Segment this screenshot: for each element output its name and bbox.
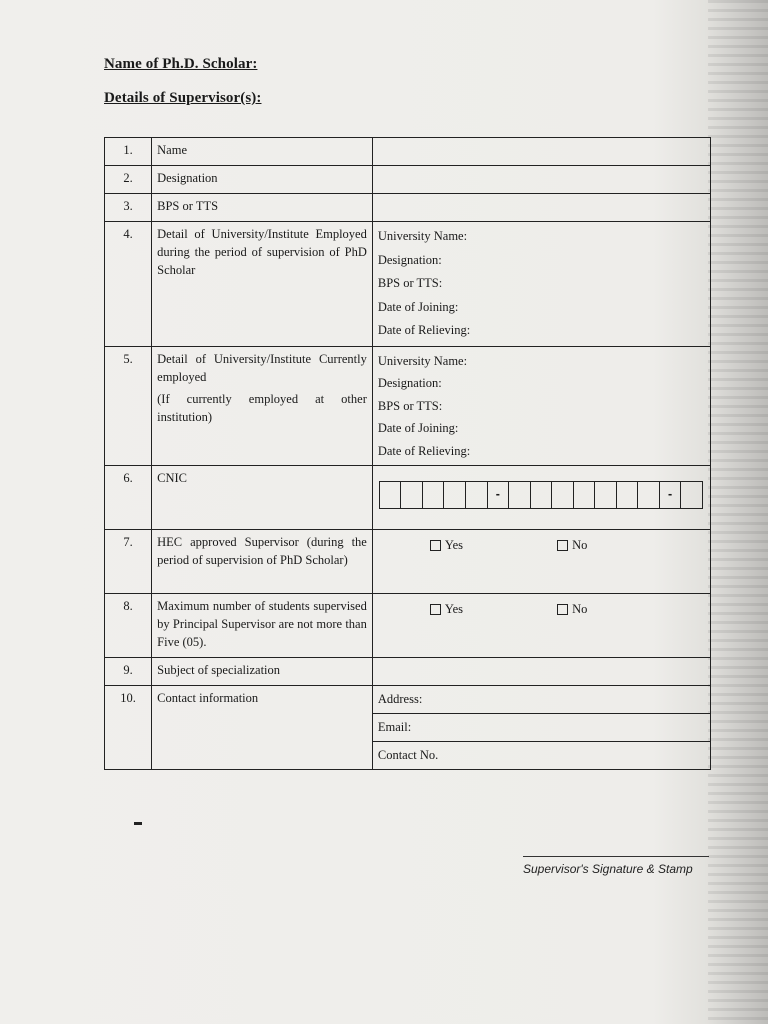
checkbox-icon[interactable] bbox=[557, 540, 568, 551]
currently-employed-text: Detail of University/Institute Currently employed bbox=[157, 351, 367, 384]
cnic-separator: - bbox=[660, 482, 682, 508]
row-label-contact-information: Contact information bbox=[152, 686, 373, 770]
date-of-joining-label: Date of Joining: bbox=[377, 299, 459, 314]
checkbox-icon[interactable] bbox=[430, 540, 441, 551]
max-students-yes-option[interactable] bbox=[430, 600, 463, 618]
cnic-boxes[interactable] bbox=[379, 481, 703, 509]
cnic-digit-box[interactable] bbox=[574, 482, 596, 508]
email-label: Email: bbox=[377, 720, 412, 734]
cnic-digit-box[interactable] bbox=[638, 482, 660, 508]
designation-label: Designation: bbox=[377, 376, 442, 390]
stray-mark bbox=[134, 822, 142, 825]
table-row bbox=[105, 138, 711, 166]
designation-field[interactable] bbox=[372, 166, 710, 194]
row-number: 2. bbox=[105, 166, 152, 194]
row-label-name: Name bbox=[152, 138, 373, 166]
table-row bbox=[105, 686, 711, 770]
cnic-digit-box[interactable] bbox=[509, 482, 531, 508]
checkbox-icon[interactable] bbox=[557, 604, 568, 615]
row-number: 9. bbox=[105, 658, 152, 686]
cnic-cell bbox=[372, 466, 710, 530]
university-name-label: University Name: bbox=[377, 353, 468, 368]
table-row bbox=[105, 530, 711, 594]
table-row bbox=[105, 658, 711, 686]
contact-fields bbox=[372, 686, 710, 770]
table-row bbox=[105, 222, 711, 347]
table-row bbox=[105, 194, 711, 222]
address-label: Address: bbox=[377, 692, 423, 706]
cnic-digit-box[interactable] bbox=[444, 482, 466, 508]
row-number: 4. bbox=[105, 222, 152, 347]
cnic-digit-box[interactable] bbox=[617, 482, 639, 508]
supervisor-details-table bbox=[104, 137, 711, 770]
signature-line bbox=[523, 856, 709, 857]
scholar-name-heading: Name of Ph.D. Scholar: bbox=[104, 56, 258, 72]
row-label-cnic: CNIC bbox=[152, 466, 373, 530]
no-label: No bbox=[572, 602, 588, 616]
date-of-relieving-label: Date of Relieving: bbox=[377, 443, 471, 458]
row-label-hec-approved: HEC approved Supervisor (during the period of supervision of PhD Scholar) bbox=[152, 530, 373, 594]
email-field[interactable] bbox=[373, 714, 710, 742]
cnic-digit-box[interactable] bbox=[595, 482, 617, 508]
checkbox-icon[interactable] bbox=[430, 604, 441, 615]
row-label-employed-during-supervision: Detail of University/Institute Employed during the period of supervision of PhD Scholar bbox=[152, 222, 373, 347]
cnic-digit-box[interactable] bbox=[681, 482, 702, 508]
max-students-no-option[interactable] bbox=[557, 600, 587, 618]
cnic-digit-box[interactable] bbox=[380, 482, 402, 508]
currently-employed-note: (If currently employed at other institution) bbox=[157, 391, 367, 424]
signature-label: Supervisor's Signature & Stamp bbox=[523, 862, 693, 876]
employment-during-supervision-fields[interactable] bbox=[372, 222, 710, 347]
cnic-digit-box[interactable] bbox=[401, 482, 423, 508]
name-field[interactable] bbox=[372, 138, 710, 166]
row-number: 7. bbox=[105, 530, 152, 594]
max-students-options bbox=[372, 594, 710, 658]
current-employment-fields[interactable] bbox=[372, 346, 710, 466]
hec-yes-option[interactable] bbox=[430, 536, 463, 554]
date-of-relieving-label: Date of Relieving: bbox=[377, 323, 471, 337]
row-label-designation: Designation bbox=[152, 166, 373, 194]
address-field[interactable] bbox=[373, 686, 710, 714]
bps-tts-field[interactable] bbox=[372, 194, 710, 222]
yes-label: Yes bbox=[444, 602, 464, 616]
specialization-field[interactable] bbox=[372, 658, 710, 686]
row-label-currently-employed bbox=[152, 346, 373, 466]
row-number: 10. bbox=[105, 686, 152, 770]
table-row bbox=[105, 346, 711, 466]
cnic-separator: - bbox=[488, 482, 510, 508]
no-label: No bbox=[572, 538, 588, 552]
row-number: 3. bbox=[105, 194, 152, 222]
table-row bbox=[105, 166, 711, 194]
supervisor-details-heading: Details of Supervisor(s): bbox=[104, 90, 262, 106]
university-name-label: University Name: bbox=[377, 229, 468, 243]
row-label-bps-tts: BPS or TTS bbox=[152, 194, 373, 222]
row-number: 1. bbox=[105, 138, 152, 166]
row-number: 6. bbox=[105, 466, 152, 530]
row-label-max-students: Maximum number of students supervised by Principal Supervisor are not more than Five (05). bbox=[152, 594, 373, 658]
bps-tts-label: BPS or TTS: bbox=[377, 276, 443, 290]
designation-label: Designation: bbox=[377, 252, 442, 267]
row-label-specialization: Subject of specialization bbox=[152, 658, 373, 686]
contact-no-label: Contact No. bbox=[377, 748, 439, 762]
hec-approved-options bbox=[372, 530, 710, 594]
cnic-digit-box[interactable] bbox=[466, 482, 488, 508]
table-row bbox=[105, 594, 711, 658]
table-row bbox=[105, 466, 711, 530]
hec-no-option[interactable] bbox=[557, 536, 587, 554]
contact-no-field[interactable] bbox=[373, 742, 710, 769]
cnic-digit-box[interactable] bbox=[552, 482, 574, 508]
cnic-digit-box[interactable] bbox=[423, 482, 445, 508]
cnic-digit-box[interactable] bbox=[531, 482, 553, 508]
paper-edge-shadow bbox=[708, 0, 768, 1024]
bps-tts-label: BPS or TTS: bbox=[377, 398, 443, 413]
yes-label: Yes bbox=[444, 538, 464, 552]
date-of-joining-label: Date of Joining: bbox=[377, 421, 459, 435]
row-number: 5. bbox=[105, 346, 152, 466]
row-number: 8. bbox=[105, 594, 152, 658]
